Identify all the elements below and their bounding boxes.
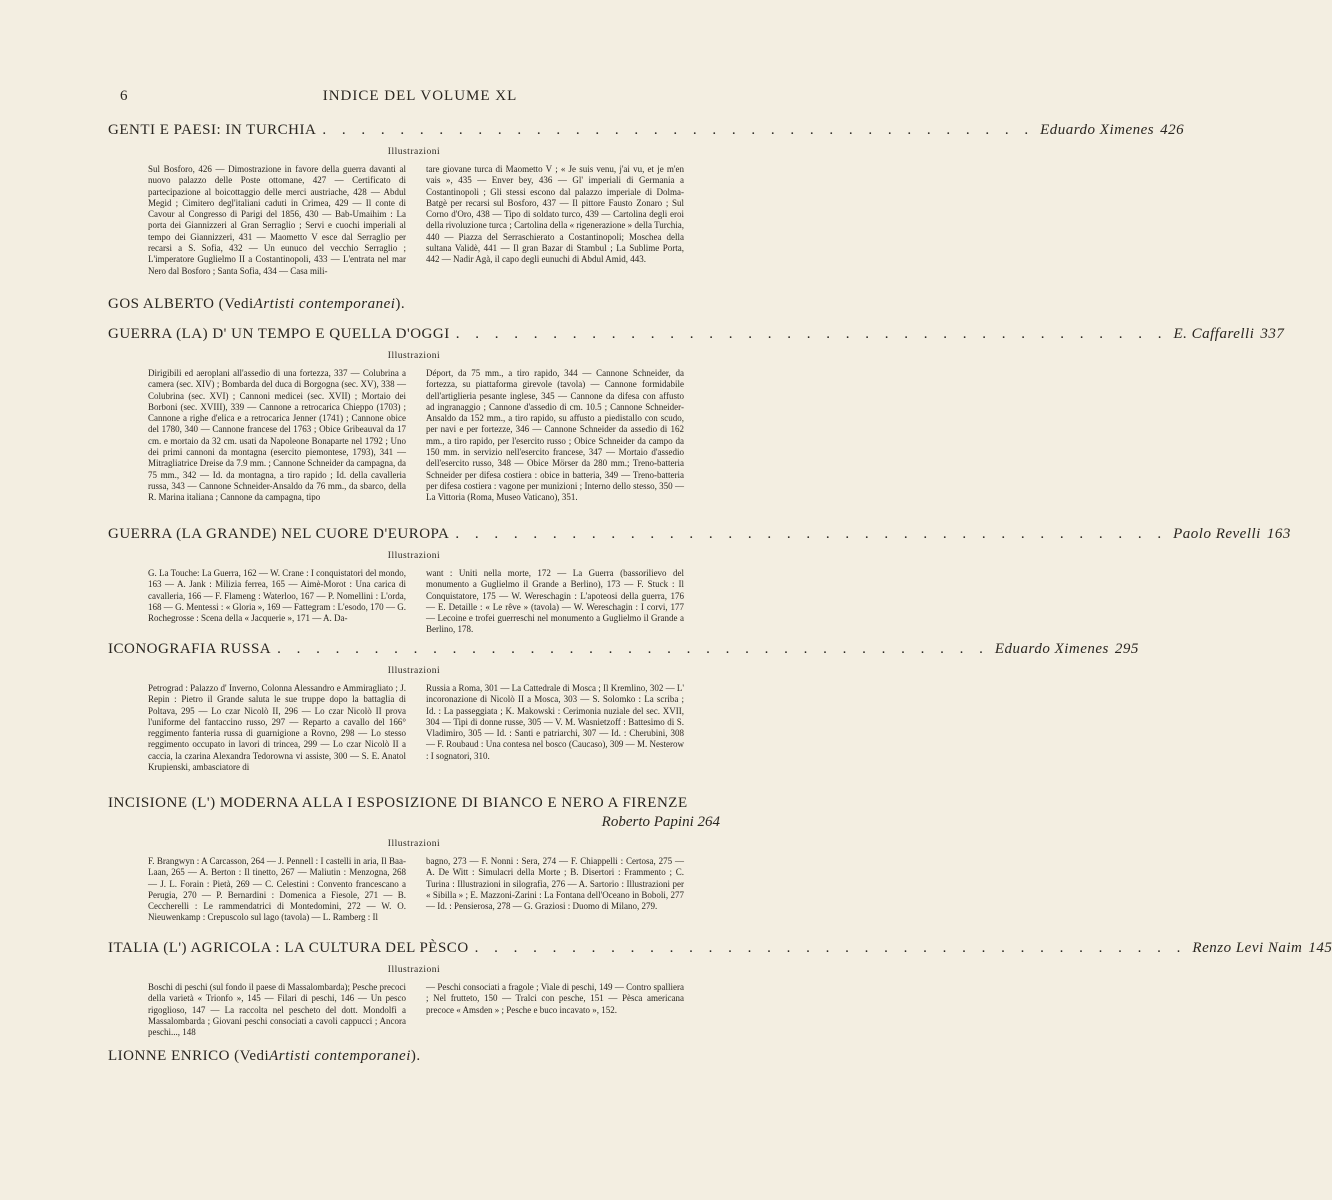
index-entry [108, 641, 1139, 773]
entry-author: Eduardo Ximenes [994, 641, 1109, 657]
entry-heading [108, 795, 720, 812]
column-left: G. La Touche: La Guerra, 162 — W. Crane : I conquistatori del mondo, 163 — A. Jank : Milizia ferrea, 165 — Aimè-Morot : Una carica di cavalleria, 166 — F. Flameng : Waterloo, 167 — P. Nomellini : L'orda, 168 — G. Mentessi : « Gloria », 169 — Fattegram : L'esodo, 170 — G. Rochegrosse : Scena della « Jacquerie », 171 — A. Da- [148, 568, 406, 624]
dot-leader: . . . . . . . . . . . . . . . . . . . . . . . . . . . . . . . . . . . . . [455, 326, 1168, 342]
entry-heading [108, 326, 1285, 343]
entry-page: 264 [697, 814, 720, 830]
illustrations-columns [108, 164, 720, 277]
index-entry [108, 526, 1291, 636]
dot-leader: . . . . . . . . . . . . . . . . . . . . . . . . . . . . . . . . . . . . . [474, 940, 1187, 956]
crossref-target: Artisti contemporanei [269, 1048, 411, 1064]
illustrations-label: Illustrazioni [387, 666, 441, 676]
column-left: Dirigibili ed aeroplani all'assedio di una fortezza, 337 — Colubrina a camera (sec. XIV) ; Bombarda del duca di Borgogna (sec. XV), 338 — Colubrina (sec. XVI) ; Cannoni medicei (sec. XVII) ; Mortaio dei Borboni (sec. XVIII), 339 — Cannone a retrocarica Chieppo (1703) ; Cannone a righe d'elica e a retrocarica Jenner (1741) ; Cannone obice del 1780, 340 — Cannone francese del 1763 ; Obice Gribeauval da 17 cm. e mortaio da 32 cm. usati da Napoleone Bonaparte nel 1792 ; Uno dei primi cannoni da montagna (esercito piemontese, 1793), 341 — Mitragliatrice Dreise da 7.9 mm. ; Cannone Schneider da campagna, da 75 mm., 342 — Id. da montagna, a tiro rapido ; Id. della cavalleria russa, 343 — Cannone Schneider-Ansaldo da 76 mm., da sbarco, della R. Marina italiana ; Cannone da campagna, tipo [148, 368, 406, 503]
page-number: 6 [120, 88, 128, 104]
entry-page: 426 [1160, 122, 1185, 138]
column-left: Boschi di peschi (sul fondo il paese di Massalombarda); Pesche precoci della varietà « Trionfo », 145 — Filari di peschi, 146 — Un pesco rigoglioso, 147 — La raccolta nel pescheto del dott. Mondolfi a Massalombarda ; Giovani peschi consociati a cavoli cappucci ; Ancora peschi..., 148 [148, 982, 406, 1038]
running-title: INDICE DEL VOLUME XL [322, 88, 518, 104]
entry-page: 337 [1260, 326, 1285, 342]
index-entry-crossref [108, 296, 720, 313]
crossref-suffix: ). [410, 1048, 421, 1064]
illustrations-columns [108, 568, 720, 636]
index-entry [108, 122, 1185, 277]
column-right: bagno, 273 — F. Nonni : Sera, 274 — F. Chiappelli : Certosa, 275 — A. De Witt : Simulacri della Morte ; B. Disertori : Frammento ; C. Turina : Illustrazioni in silografia, 276 — A. Sartorio : Illustrazioni per « Sibilla » ; E. Mazzoni-Zarini : La Fontana dell'Oceano in Boboli, 277 — Id. : Pensierosa, 278 — G. Graziosi : Duomo di Milano, 279. [426, 856, 684, 912]
entry-author: Eduardo Ximenes [1040, 122, 1155, 138]
entry-heading [108, 1048, 720, 1065]
entry-heading [108, 641, 1139, 658]
illustrations-columns [108, 982, 720, 1038]
entry-title: ITALIA (L') AGRICOLA : LA CULTURA DEL PÈSCO [108, 940, 469, 956]
column-right: Russia a Roma, 301 — La Cattedrale di Mosca ; Il Kremlino, 302 — L' incoronazione di Nicolò II a Mosca, 303 — S. Solomko : La scriba ; Id. : La passeggiata ; K. Makowski : Cerimonia nuziale del sec. XVII, 304 — Tipi di donne russe, 305 — V. M. Wasnietzoff : Battesimo di S. Vladimiro, 305 — Id. : Santi e patriarchi, 307 — Id. : Cherubini, 308 — F. Roubaud : Una contesa nel bosco (Caucaso), 309 — M. Nesterow : I sognatori, 310. [426, 683, 684, 761]
column-left: Petrograd : Palazzo d' Inverno, Colonna Alessandro e Ammiragliato ; J. Repin : Pietro il Grande saluta le sue truppe dopo la battaglia di Poltava, 295 — Lo czar Nicolò II, 296 — Lo czar Nicolò II prova l'uniforme del fantaccino russo, 297 — Reparto a cavallo del 166° reggimento fanteria russa di guarnigione a Rovno, 298 — Lo stesso reggimento occupato in lavori di trincea, 299 — Lo czar Nicolò II a caccia, la czarina Alexandra Tedorowna vi assiste, 300 — S. E. Anatol Krupienski, ambasciatore di [148, 683, 406, 773]
entry-title: GENTI E PAESI: IN TURCHIA [108, 122, 317, 138]
entry-page: 163 [1266, 526, 1291, 542]
entry-title: GUERRA (LA) D' UN TEMPO E QUELLA D'OGGI [108, 326, 450, 342]
crossref-suffix: ). [395, 296, 406, 312]
entry-title: INCISIONE (L') MODERNA ALLA I ESPOSIZIONE DI BIANCO E NERO A FIRENZE [108, 795, 688, 811]
crossref-prefix: LIONNE ENRICO (Vedi [108, 1048, 270, 1064]
column-right: tare giovane turca di Maometto V ; « Je suis venu, j'ai vu, et je m'en vais », 435 — Enver bey, 436 — Gl' imperiali di Germania a Costantinopoli ; Gli stessi escono dal palazzo imperiale di Dolma-Batgè per recarsi sul Bosforo, 437 — Il pittore Fausto Zonaro ; Sul Corno d'Oro, 438 — Tipo di soldato turco, 439 — Cartolina degli eroi della rivoluzione turca ; Cartolina della « rigenerazione » della Turchia, 440 — Piazza del Serraschierato a Costantinopoli; Moschea della sultana Validè, 441 — Il gran Bazar di Stambul ; La Sublime Porta, 442 — Nadir Agà, il capo degli eunuchi di Abdul Amid, 443. [426, 164, 684, 265]
entry-title: GUERRA (LA GRANDE) NEL CUORE D'EUROPA [108, 526, 450, 542]
index-entry [108, 940, 1332, 1038]
dot-leader: . . . . . . . . . . . . . . . . . . . . . . . . . . . . . . . . . . . . . [455, 526, 1168, 542]
entry-author: E. Caffarelli [1173, 326, 1255, 342]
entry-page: 295 [1114, 641, 1139, 657]
index-entry-crossref [108, 1048, 720, 1065]
illustrations-label: Illustrazioni [387, 839, 441, 849]
dot-leader: . . . . . . . . . . . . . . . . . . . . . . . . . . . . . . . . . . . . . [277, 641, 989, 657]
column-left: Sul Bosforo, 426 — Dimostrazione in favore della guerra davanti al nuovo palazzo delle Poste ottomane, 427 — Certificato di partecipazione al boicottaggio delle merci austriache, 428 — Abdul Megid ; Cimitero degl'italiani caduti in Crimea, 429 — Il conte di Cavour al Congresso di Parigi del 1856, 430 — Bab-Umaihim : La porta dei Giannizzeri al Gran Serraglio ; Servi e cuochi imperiali al tempo dei Giannizzeri, 431 — Maometto V esce dal Serraglio per recarsi a S. Sofia, 432 — Un eunuco del vecchio Serraglio ; L'imperatore Guglielmo II a Costantinopoli, 433 — L'entrata nel mar Nero dal Bosforo ; Santa Sofia, 434 — Casa mili- [148, 164, 406, 276]
column-left: F. Brangwyn : A Carcasson, 264 — J. Pennell : I castelli in aria, Il Baa-Laan, 265 — A. Berton : Il tinetto, 267 — Maliutin : Menzogna, 268 — J. L. Forain : Pietà, 269 — C. Celestini : Convento francescano a Perugia, 270 — P. Bernardini : Domenica a Fiesole, 271 — B. Ceccherelli : Le rammendatrici di Montedomini, 272 — W. O. Nieuwenkamp : Crepuscolo sul lago (tavola) — L. Ramberg : Il [148, 856, 406, 923]
illustrations-columns [108, 368, 720, 504]
column-right: Déport, da 75 mm., a tiro rapido, 344 — Cannone Schneider, da fortezza, su piattaforma girevole (tavola) — Cannone formidabile dell'artiglieria pesante inglese, 345 — Cannone da difesa con affusto ad ingranaggio ; Cannone d'assedio di cm. 10.5 ; Cannone Schneider-Ansaldo da 152 mm., a tiro rapido, su affusto a piedistallo con scudo, per navi e per fortezze, 346 — Cannone Schneider da assedio di 162 mm., a tiro rapido, per l'esercito russo ; Obice Schneider da campo da 150 mm. in servizio nell'esercito francese, 347 — Mortaio d'assedio dell'esercito russo, 348 — Obice Mörser da 280 mm.; Treno-batteria Schneider per difesa costiera : obice in batteria, 349 — Treno-batteria per difesa costiera : vagone per munizioni ; Interno dello stesso, 350 — La Vittoria (Roma, Museo Vaticano), 351. [426, 368, 684, 503]
entry-heading [108, 526, 1291, 543]
entry-page: 145 [1308, 940, 1332, 956]
illustrations-label: Illustrazioni [387, 351, 441, 361]
entry-heading [108, 296, 720, 313]
dot-leader: . . . . . . . . . . . . . . . . . . . . . . . . . . . . . . . . . . . . . [322, 122, 1035, 138]
illustrations-columns [108, 856, 720, 924]
page-header [120, 88, 720, 108]
crossref-prefix: GOS ALBERTO (Vedi [108, 296, 254, 312]
entry-author-line [108, 814, 720, 831]
entry-author: Roberto Papini [601, 814, 694, 830]
index-entry [108, 326, 1285, 504]
entry-author: Paolo Revelli [1173, 526, 1261, 542]
entry-heading [108, 122, 1185, 139]
illustrations-columns [108, 683, 720, 773]
entry-heading [108, 940, 1332, 957]
illustrations-label: Illustrazioni [387, 965, 441, 975]
index-entry [108, 795, 720, 924]
column-right: — Peschi consociati a fragole ; Viale di peschi, 149 — Contro spalliera ; Nel frutteto, 150 — Tralci con pesche, 151 — Pèsca americana precoce « Amsden » ; Pesche e buco incavato », 152. [426, 982, 684, 1015]
entry-title: ICONOGRAFIA RUSSA [108, 641, 272, 657]
column-right: want : Uniti nella morte, 172 — La Guerra (bassorilievo del monumento a Guglielmo il Grande a Berlino), 173 — F. Stuck : Il Conquistatore, 175 — W. Wereschagin : L'apoteosi della guerra, 176 — E. Detaille : « Le rêve » (tavola) — W. Wereschagin : I corvi, 177 — Lecoine e trofei guerreschi nel monumento a Guglielmo il Grande a Berlino, 178. [426, 568, 684, 635]
crossref-target: Artisti contemporanei [253, 296, 396, 312]
illustrations-label: Illustrazioni [387, 147, 441, 157]
illustrations-label: Illustrazioni [387, 551, 441, 561]
entry-author: Renzo Levi Naim [1192, 940, 1303, 956]
